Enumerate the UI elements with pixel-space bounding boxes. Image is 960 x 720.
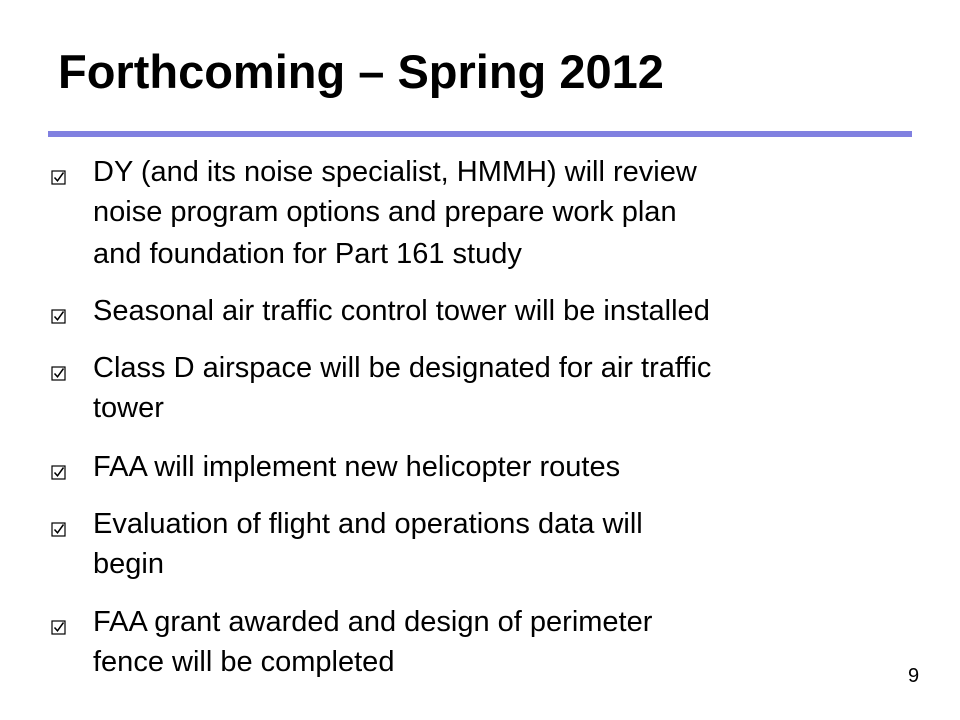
checkbox-icon (51, 170, 66, 185)
checkbox-icon (51, 522, 66, 537)
bullet-line: begin (93, 548, 164, 580)
title-underline-rule (48, 131, 912, 137)
checkbox-icon (51, 465, 66, 480)
slide-title: Forthcoming – Spring 2012 (58, 45, 664, 98)
checkbox-icon (51, 366, 66, 381)
checkbox-icon (51, 620, 66, 635)
bullet-line: Evaluation of flight and operations data will (93, 508, 643, 540)
bullet-line: tower (93, 392, 164, 424)
bullet-line: FAA grant awarded and design of perimeter (93, 606, 653, 638)
bullet-line: Seasonal air traffic control tower will be installed (93, 295, 710, 327)
bullet-line: fence will be completed (93, 646, 395, 678)
bullet-line: noise program options and prepare work plan (93, 196, 677, 228)
bullet-line: DY (and its noise specialist, HMMH) will review (93, 156, 697, 188)
bullet-line: Class D airspace will be designated for air traffic (93, 352, 712, 384)
checkbox-icon (51, 309, 66, 324)
bullet-line: and foundation for Part 161 study (93, 238, 522, 270)
slide-number: 9 (908, 665, 920, 687)
bullet-line: FAA will implement new helicopter routes (93, 451, 621, 483)
